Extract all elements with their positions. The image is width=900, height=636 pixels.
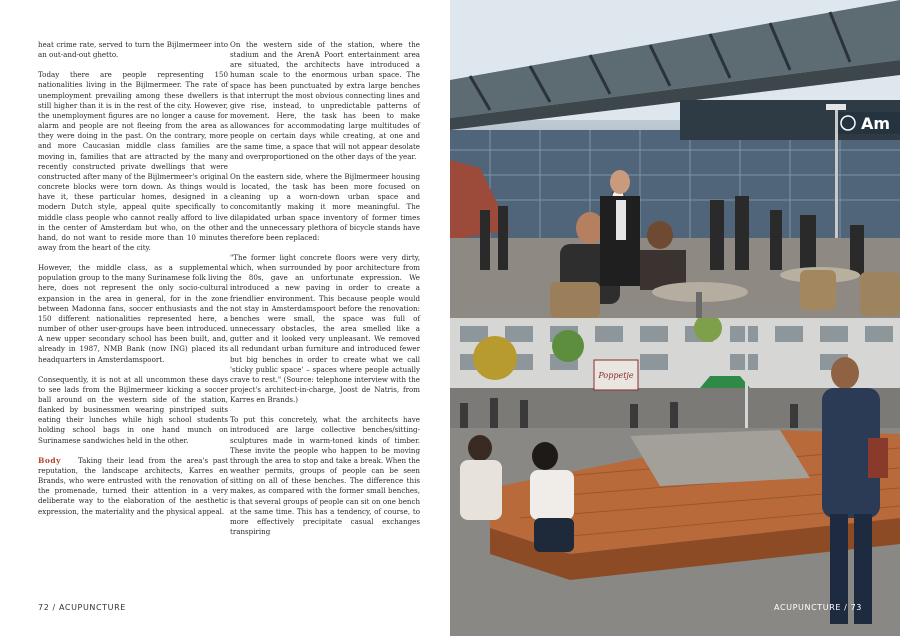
- right-page: [450, 0, 900, 636]
- text-column-2: [230, 40, 420, 547]
- paragraph: On the eastern side, where the Bijlmermeer housing is located, the task has been more focused on cleaning up a worn-down urban space and concomitantly making it more meaningful. The dilapidated urban space inventory of former times and the unnecessary plethora of bicycle stands have therefore been replaced:: [230, 171, 420, 242]
- quote-paragraph: "The former light concrete floors were very dirty, which, when surrounded by poor architecture from the 80s, gave an unfortunate expression. We introduced a new paving in order to create a friendlier environment. This because people would not stay in Amsterdamspoort before the renovation: benches were small, the space was full of unnecessary obstacles, the area smelled like a gutter and it looked very unpleasant. We removed all redundant urban furniture and introduced fewer but big benches in order to create what we call 'sticky public space' – spaces where people actually crave to rest." (Source: telephone interview with the project's architect-in-charge, Joost de Natris, from Karres en Brands.): [230, 252, 420, 405]
- paragraph: Today there are people representing 150 nationalities living in the Bijlmermeer. The rate of unemployment prevailing among these dwellers is still higher than it is in the rest of the city. However, the unemployment figures are no longer a cause for alarm and people are not fleeing from the area as they were doing in the past. On the contrary, more and more Caucasian middle class families are moving in, families that are attracted by the many recently constructed private dwellings that were constructed after many of the Bijlmermeer's original concrete blocks were torn down. As things would have it, these particular homes, designed in a modern Dutch style, appeal quite specifically to middle class people who cannot really afford to live in the center of Amsterdam but who, on the other hand, do not want to reside more than 10 minutes away from the heart of the city.: [38, 70, 228, 252]
- body-paragraph: Taking their lead from the area's past reputation, the landscape architects, Karres en Brands, who were entrusted with the renovation of the promenade, turned their attention in a very deliberate way to the elaboration of the aesthetic expression, the materiality and the physical appeal.: [38, 455, 228, 516]
- text-column-1: [38, 40, 228, 527]
- paragraph: Consequently, it is not at all uncommon these days to see lads from the Bijlmermeer kicking a soccer ball around on the western side of the station, flanked by businessmen wearing pinstriped suits eating their lunches while high school students holding school bags in one hand munch on Surinamese sandwiches held in the other.: [38, 374, 228, 445]
- bench-photo-illustration: [450, 318, 900, 636]
- paragraph: To put this concretely, what the architects have introduced are large collective benches/sitting-sculptures made in warm-toned kinds of timber. These invite the people who happen to be moving through the area to stop and take a break. When the weather permits, groups of people can be seen sitting on all of these benches. The difference this makes, as compared with the former small benches, is that several groups of people can sit on one bench at the same time. This has a tendency, of course, to more effectively precipitate casual exchanges transpiring: [230, 415, 421, 537]
- body-section: [38, 456, 228, 517]
- section-heading-body: Body: [38, 455, 61, 465]
- station-sign: Am: [861, 114, 891, 133]
- shop-sign: Poppetje: [598, 371, 634, 380]
- page-number-left: 72 / ACUPUNCTURE: [38, 603, 126, 612]
- paragraph: heat crime rate, served to turn the Bijlmermeer into an out-and-out ghetto.: [38, 40, 228, 60]
- paragraph: On the western side of the station, where the stadium and the ArenA Poort entertainment area are situated, the architects have introduced a human scale to the enormous urban space. The space has been punctuated by extra large benches that interrupt the most obvious connecting lines and give rise, instead, to unpredictable patterns of movement. Here, the task has been to make allowances for accommodating large multitudes of people on certain days while creating, at one and the same time, a space that will not appear desolate and overproportioned on the other days of the year.: [230, 40, 420, 161]
- station-plaza-photo: [450, 0, 900, 318]
- station-photo-illustration: [450, 0, 900, 318]
- timber-bench-photo: [450, 318, 900, 636]
- page-number-right: ACUPUNCTURE / 73: [774, 603, 862, 612]
- paragraph: However, the middle class, as a supplemental population group to the many Surinamese folk living here, does not represent the only socio-cultural expansion in the area in general, for in the zone between Madonna fans, soccer enthusiasts and the 150 different nationalities represented here, a number of other user-groups have been introduced. A new upper secondary school has been built, and, already in 1987, NMB Bank (now ING) placed its headquarters in Amsterdamspoort.: [38, 263, 228, 364]
